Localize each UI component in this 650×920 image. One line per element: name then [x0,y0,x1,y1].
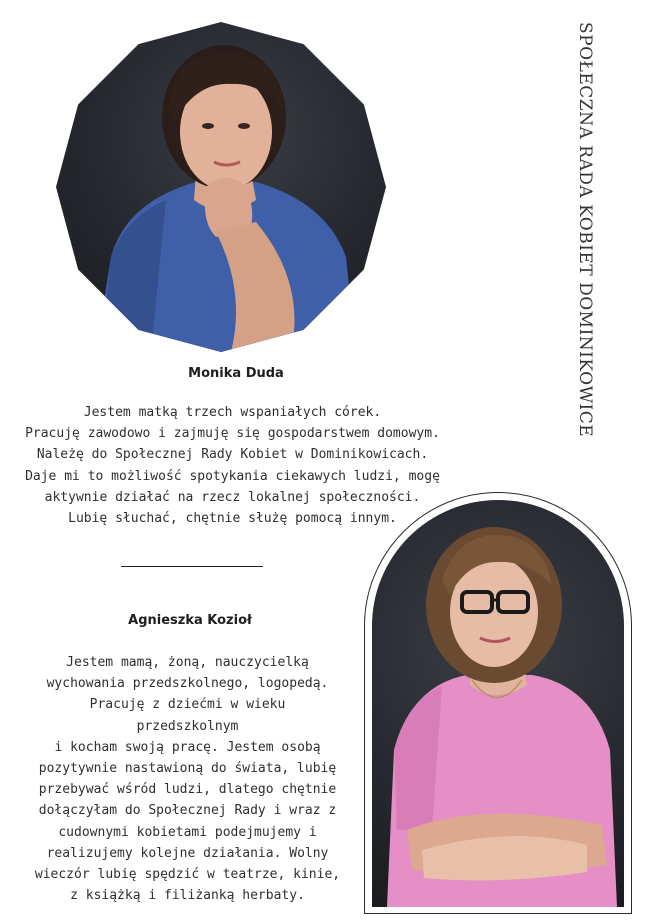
bio-line: i kocham swoją pracę. Jestem osobą [54,739,321,755]
bio-line: Daje mi to możliwość spotykania ciekawych ludzi, mogę [25,468,440,484]
bio-line: Pracuję z dziećmi w wieku [89,697,286,713]
portrait-photo-agnieszka-koziol [372,500,624,907]
bio-line: pozytywnie nastawioną do świata, lubię [38,761,337,777]
bio-line: Należę do Społecznej Rady Kobiet w Dominikowicach. [36,447,429,463]
profile-name-1: Monika Duda [188,366,284,381]
bio-line: Jestem matką trzech wspaniałych córek. [83,405,382,420]
vertical-organization-title: SPOŁECZNA RADA KOBIET DOMINIKOWICE [575,22,595,438]
bio-line: Lubię słuchać, chętnie służę pomocą innym. [68,511,397,527]
bio-line: realizujemy kolejne działania. Wolny [46,845,329,861]
bio-line: przedszkolnym [136,718,239,734]
profile-bio-1 [0,402,465,529]
bio-line: Pracuję zawodowo i zajmuję się gospodarstwem domowym. [25,426,440,442]
bio-line: z książką i filiżanką herbaty. [70,888,305,904]
section-divider [121,566,263,567]
profile-bio-2 [15,652,360,906]
bio-line: wychowania przedszkolnego, logopedą. [46,676,329,692]
portrait-photo-monika-duda [56,22,386,352]
bio-line: aktywnie działać na rzecz lokalnej społeczności. [44,489,421,505]
bio-line: cudownymi kobietami podejmujemy i [58,824,317,840]
bio-line: Jestem mamą, żoną, nauczycielką [66,655,309,670]
bio-line: wieczór lubię spędzić w teatrze, kinie, [34,867,341,883]
bio-line: przebywać wśród ludzi, dlatego chętnie [38,782,337,798]
profile-name-2: Agnieszka Kozioł [128,613,252,628]
bio-line: dołączyłam do Społecznej Rady i wraz z [38,803,337,819]
